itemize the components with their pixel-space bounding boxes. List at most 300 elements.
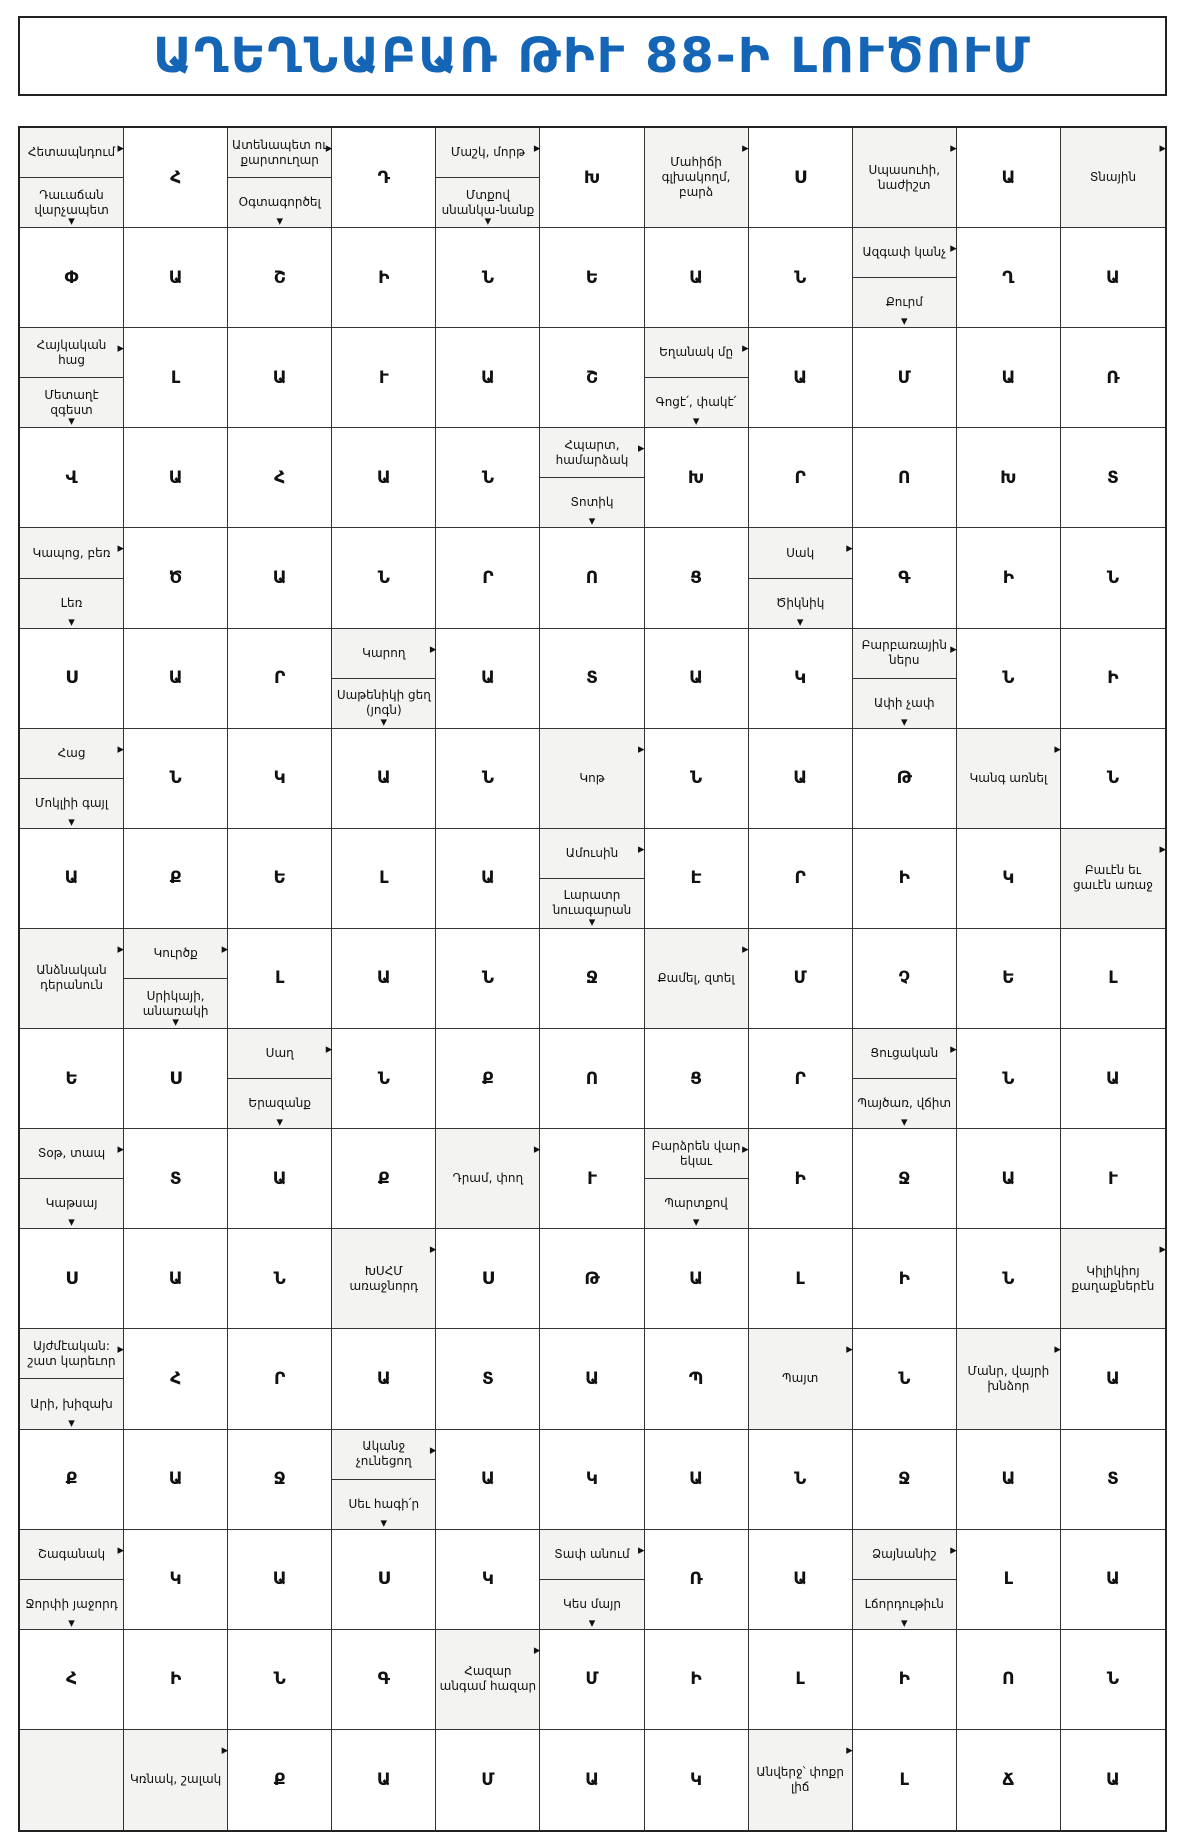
answer-letter-cell	[645, 1329, 749, 1429]
answer-letter-cell	[20, 829, 124, 929]
arrow-down-icon: ▾	[484, 214, 492, 230]
answer-letter: Ո	[585, 1068, 599, 1089]
answer-letter: Հ	[170, 167, 182, 188]
arrow-right-icon: ▸	[638, 1542, 645, 1558]
answer-letter: Ի	[1002, 568, 1015, 589]
answer-letter: Ա	[376, 1769, 391, 1790]
answer-letter-cell	[20, 1229, 124, 1329]
clue-cell	[124, 1730, 228, 1830]
answer-letter: Ա	[480, 1469, 495, 1490]
arrow-down-icon: ▾	[276, 1115, 283, 1131]
clue-text: Պարտքով	[645, 1178, 748, 1228]
answer-letter: Լ	[170, 367, 181, 388]
arrow-down-icon: ▾	[588, 1615, 596, 1631]
answer-letter-cell	[228, 328, 332, 428]
answer-letter-cell	[228, 629, 332, 729]
answer-letter: Ճ	[1002, 1769, 1015, 1790]
answer-letter: Ա	[1001, 367, 1016, 388]
arrow-down-icon: ▾	[692, 1215, 700, 1231]
clue-text: ԽՍՀՄ առաջնորդ	[349, 1263, 419, 1293]
answer-letter: Տ	[1107, 467, 1119, 488]
answer-letter-cell	[645, 1730, 749, 1830]
clue-text: Տոտիկ	[540, 477, 643, 527]
answer-letter: Է	[690, 868, 702, 889]
answer-letter-cell	[540, 1430, 644, 1530]
answer-letter-cell	[957, 1229, 1061, 1329]
clue-text: Մանր, վայրի խնձոր	[967, 1363, 1050, 1393]
answer-letter-cell	[124, 128, 228, 228]
answer-letter-cell	[436, 528, 540, 628]
answer-letter-cell	[228, 829, 332, 929]
arrow-right-icon: ▸	[221, 941, 229, 957]
answer-letter: Ի	[898, 1268, 910, 1289]
clue-cell	[20, 929, 124, 1029]
clue-cell	[853, 1029, 957, 1129]
answer-letter: Ա	[480, 868, 495, 889]
clue-cell	[228, 1029, 332, 1129]
answer-letter-cell	[436, 729, 540, 829]
answer-letter-cell	[436, 1730, 540, 1830]
title-box	[18, 16, 1167, 96]
clue-text: Ափի չափ	[853, 678, 956, 728]
answer-letter: Ջ	[898, 1469, 911, 1490]
clue-text: Մետաղէ զգեստ	[20, 377, 123, 427]
answer-letter-cell	[1061, 1029, 1165, 1129]
answer-letter-cell	[540, 1229, 644, 1329]
arrow-down-icon: ▾	[380, 1515, 388, 1531]
arrow-right-icon: ▸	[742, 141, 749, 156]
clue-cell	[20, 1530, 124, 1630]
answer-letter-cell	[332, 729, 436, 829]
answer-letter-cell	[436, 1029, 540, 1129]
clue-cell	[124, 929, 228, 1029]
answer-letter-cell	[436, 1530, 540, 1630]
clue-cell	[749, 1730, 853, 1830]
answer-letter-cell	[124, 1329, 228, 1429]
clue-text: Պայծառ, վճիտ	[853, 1078, 956, 1128]
clue-text: Սաթենիկի ցեղ (յոգն)	[332, 678, 435, 728]
answer-letter: Ն	[169, 768, 182, 789]
answer-letter-cell	[540, 1630, 644, 1730]
answer-letter: Լ	[274, 968, 285, 989]
clue-cell	[20, 128, 124, 228]
answer-letter-cell	[749, 1229, 853, 1329]
clue-text: Մահիճի գլխակողմ, բարձ	[661, 155, 731, 200]
clue-cell	[20, 1129, 124, 1229]
clue-text: Սեւ հագի՛ր	[332, 1479, 435, 1529]
answer-letter-cell	[1061, 629, 1165, 729]
arrow-down-icon: ▾	[68, 814, 75, 830]
answer-letter-cell	[332, 428, 436, 528]
clue-cell	[540, 1530, 644, 1630]
clue-text: Պայտ	[782, 1371, 819, 1386]
answer-letter: Ն	[377, 568, 390, 589]
clue-cell	[228, 128, 332, 228]
clue-text: Սակ	[786, 545, 815, 560]
answer-letter-cell	[749, 1029, 853, 1129]
answer-letter: Պ	[688, 1368, 704, 1389]
answer-letter: Տ	[1107, 1469, 1119, 1490]
answer-letter: Կ	[273, 768, 286, 789]
answer-letter: Ն	[1002, 1068, 1015, 1089]
arrow-right-icon: ▸	[221, 1742, 229, 1758]
arrow-down-icon: ▾	[68, 414, 75, 430]
answer-letter: Ա	[1106, 267, 1120, 288]
clue-text: Ազգափ կանչ	[862, 245, 947, 260]
answer-letter: Ա	[376, 968, 391, 989]
answer-letter: Ի	[898, 868, 910, 889]
answer-letter-cell	[749, 1430, 853, 1530]
answer-letter-cell	[124, 729, 228, 829]
answer-letter: Ա	[480, 367, 495, 388]
answer-letter-cell	[436, 328, 540, 428]
clue-text: Հաց	[57, 745, 86, 760]
arrow-right-icon: ▸	[950, 1542, 957, 1558]
answer-letter-cell	[853, 829, 957, 929]
answer-letter-cell	[749, 228, 853, 328]
answer-letter: Ռ	[1106, 367, 1120, 388]
answer-letter-cell	[436, 1229, 540, 1329]
answer-letter: Ի	[690, 1669, 702, 1690]
clue-text: Քուրմ	[853, 277, 956, 327]
answer-letter: Ի	[1107, 668, 1119, 689]
answer-letter-cell	[540, 328, 644, 428]
arrow-down-icon: ▾	[68, 1615, 75, 1631]
clue-text: Երազանք	[228, 1078, 331, 1128]
clue-text: Ատենապետ ու քարտուղար	[232, 137, 328, 167]
answer-letter-cell	[645, 1430, 749, 1530]
answer-letter: Մ	[897, 367, 911, 388]
arrow-right-icon: ▸	[1159, 1242, 1166, 1258]
arrow-right-icon: ▸	[117, 541, 125, 557]
answer-letter-cell	[645, 428, 749, 528]
answer-letter: Ս	[481, 1268, 495, 1289]
answer-letter-cell	[749, 328, 853, 428]
answer-letter: Կ	[585, 1469, 599, 1490]
answer-letter-cell	[332, 128, 436, 228]
answer-letter-cell	[332, 829, 436, 929]
answer-letter-cell	[228, 428, 332, 528]
clue-text: Կանգ առնել	[969, 770, 1048, 785]
answer-letter: Ւ	[587, 1168, 597, 1189]
answer-letter: Խ	[583, 167, 601, 188]
clue-text: Ցուցական	[870, 1046, 939, 1061]
blank-cell	[20, 1730, 124, 1830]
arrow-right-icon: ▸	[1159, 141, 1166, 156]
answer-letter: Մ	[481, 1769, 495, 1790]
arrow-right-icon: ▸	[950, 241, 957, 257]
crossword-grid	[18, 126, 1167, 1832]
clue-text: Քամել, զտել	[657, 970, 735, 985]
arrow-down-icon: ▾	[68, 1415, 75, 1431]
arrow-right-icon: ▸	[533, 141, 541, 156]
clue-text: Սպասուհի, նաժիշտ	[868, 162, 941, 192]
answer-letter: Ջ	[273, 1469, 286, 1490]
clue-text: Ծիկնիկ	[749, 578, 852, 628]
answer-letter-cell	[540, 1129, 644, 1229]
answer-letter: Ա	[168, 467, 183, 488]
answer-letter-cell	[540, 929, 644, 1029]
answer-letter-cell	[853, 528, 957, 628]
answer-letter-cell	[1061, 1329, 1165, 1429]
answer-letter-cell	[853, 1129, 957, 1229]
clue-text: Տօթ, տապ	[37, 1146, 106, 1161]
answer-letter: Ի	[898, 1669, 910, 1690]
answer-letter: Ն	[898, 1368, 911, 1389]
answer-letter: Ր	[482, 568, 494, 589]
clue-text: Արի, խիզախ	[20, 1378, 123, 1428]
answer-letter-cell	[124, 1029, 228, 1129]
clue-text: Մաշկ, մորթ	[450, 145, 525, 160]
answer-letter: Լ	[379, 868, 389, 889]
arrow-right-icon: ▸	[325, 141, 333, 156]
arrow-down-icon: ▾	[588, 914, 596, 930]
answer-letter: Ն	[1106, 568, 1120, 589]
answer-letter-cell	[228, 528, 332, 628]
answer-letter: Ս	[169, 1068, 182, 1089]
arrow-right-icon: ▸	[117, 741, 125, 757]
clue-text: Դրամ, փող	[452, 1171, 524, 1186]
answer-letter-cell	[957, 1129, 1061, 1229]
answer-letter: Գ	[377, 1669, 390, 1690]
answer-letter-cell	[332, 228, 436, 328]
answer-letter-cell	[436, 829, 540, 929]
answer-letter: Թ	[584, 1268, 600, 1289]
answer-letter: Ր	[794, 868, 806, 889]
answer-letter-cell	[436, 1329, 540, 1429]
arrow-down-icon: ▾	[588, 514, 596, 530]
clue-cell	[645, 128, 749, 228]
answer-letter-cell	[332, 328, 436, 428]
clue-cell	[1061, 829, 1165, 929]
arrow-right-icon: ▸	[429, 1242, 437, 1258]
answer-letter-cell	[1061, 729, 1165, 829]
answer-letter: Ա	[793, 367, 808, 388]
answer-letter-cell	[749, 128, 853, 228]
answer-letter: Ա	[168, 267, 183, 288]
answer-letter-cell	[228, 228, 332, 328]
arrow-down-icon: ▾	[276, 214, 283, 230]
answer-letter-cell	[436, 629, 540, 729]
clue-text: Լեռ	[20, 578, 123, 628]
answer-letter: Ե	[273, 868, 286, 889]
answer-letter-cell	[1061, 228, 1165, 328]
answer-letter: Ի	[169, 1669, 182, 1690]
arrow-right-icon: ▸	[117, 1142, 125, 1158]
arrow-right-icon: ▸	[429, 641, 437, 657]
arrow-right-icon: ▸	[533, 1642, 541, 1658]
clue-text: Սրիկայի, անառակի	[124, 978, 227, 1028]
answer-letter-cell	[645, 1630, 749, 1730]
answer-letter: Ա	[168, 1469, 183, 1490]
arrow-right-icon: ▸	[846, 541, 853, 557]
answer-letter: Ա	[168, 668, 183, 689]
answer-letter: Ա	[64, 868, 79, 889]
answer-letter: Ն	[794, 1469, 807, 1490]
answer-letter: Ա	[1106, 1068, 1120, 1089]
answer-letter-cell	[332, 929, 436, 1029]
answer-letter-cell	[853, 1229, 957, 1329]
answer-letter-cell	[645, 629, 749, 729]
answer-letter: Ս	[793, 167, 807, 188]
answer-letter: Ն	[1106, 768, 1120, 789]
answer-letter: Ր	[274, 668, 286, 689]
answer-letter: Ր	[794, 1068, 806, 1089]
clue-text: Կիլիկիոյ քաղաքներէն	[1071, 1263, 1155, 1293]
arrow-down-icon: ▾	[172, 1015, 179, 1031]
answer-letter-cell	[124, 1530, 228, 1630]
arrow-right-icon: ▸	[950, 1042, 957, 1058]
clue-cell	[20, 1329, 124, 1429]
arrow-down-icon: ▾	[901, 314, 908, 330]
answer-letter: Ե	[65, 1068, 78, 1089]
answer-letter-cell	[540, 128, 644, 228]
answer-letter-cell	[540, 528, 644, 628]
answer-letter: Կ	[690, 1769, 703, 1790]
answer-letter: Ա	[376, 1368, 391, 1389]
answer-letter-cell	[957, 428, 1061, 528]
answer-letter-cell	[853, 1430, 957, 1530]
answer-letter: Ո	[585, 568, 599, 589]
arrow-right-icon: ▸	[117, 941, 125, 957]
clue-text: Բարբառային ներս	[861, 638, 947, 668]
answer-letter: Վ	[65, 467, 78, 488]
answer-letter: Ա	[1106, 1569, 1120, 1590]
answer-letter-cell	[645, 228, 749, 328]
answer-letter-cell	[540, 1029, 644, 1129]
answer-letter-cell	[20, 629, 124, 729]
clue-text: Տափ անում	[554, 1546, 630, 1561]
answer-letter-cell	[853, 1329, 957, 1429]
arrow-right-icon: ▸	[1054, 741, 1061, 757]
answer-letter-cell	[749, 1630, 853, 1730]
answer-letter-cell	[540, 1730, 644, 1830]
answer-letter-cell	[957, 128, 1061, 228]
answer-letter: Ա	[689, 267, 703, 288]
answer-letter: Ւ	[378, 367, 389, 388]
answer-letter-cell	[124, 829, 228, 929]
clue-text: Անվերջ՝ փոքր լիճ	[756, 1764, 844, 1794]
answer-letter-cell	[957, 228, 1061, 328]
answer-letter: Ա	[689, 1268, 703, 1289]
arrow-down-icon: ▾	[901, 1615, 908, 1631]
clue-text: Բարձրեն վար եկաւ	[651, 1138, 741, 1168]
answer-letter: Ք	[169, 868, 182, 889]
answer-letter: Ս	[65, 668, 78, 689]
answer-letter-cell	[1061, 1730, 1165, 1830]
clue-text: Սաղ	[265, 1046, 294, 1061]
arrow-down-icon: ▾	[901, 714, 908, 730]
answer-letter-cell	[540, 629, 644, 729]
clue-text: Ջորփի յաջորդ	[20, 1579, 123, 1629]
clue-cell	[853, 629, 957, 729]
answer-letter-cell	[853, 428, 957, 528]
answer-letter: Կ	[169, 1569, 182, 1590]
clue-text: Լճորդութիւն	[853, 1579, 956, 1629]
answer-letter-cell	[228, 1630, 332, 1730]
answer-letter-cell	[332, 528, 436, 628]
answer-letter: Ն	[273, 1669, 286, 1690]
clue-text: Մոկլիի գայլ	[20, 778, 123, 828]
answer-letter: Տ	[482, 1368, 494, 1389]
answer-letter: Ա	[793, 768, 808, 789]
answer-letter: Ջ	[585, 968, 599, 989]
arrow-right-icon: ▸	[1054, 1342, 1061, 1358]
answer-letter-cell	[436, 428, 540, 528]
answer-letter: Շ	[273, 267, 286, 288]
answer-letter-cell	[853, 729, 957, 829]
answer-letter: Խ	[687, 467, 705, 488]
answer-letter: Ղ	[1002, 267, 1015, 288]
answer-letter: Տ	[586, 668, 598, 689]
answer-letter: Ծ	[168, 568, 183, 589]
answer-letter: Ա	[376, 467, 391, 488]
clue-cell	[853, 128, 957, 228]
answer-letter: Դ	[377, 167, 391, 188]
arrow-right-icon: ▸	[117, 1342, 125, 1358]
answer-letter: Ա	[689, 1469, 703, 1490]
answer-letter-cell	[749, 1530, 853, 1630]
arrow-down-icon: ▾	[692, 414, 700, 430]
answer-letter: Ա	[1001, 1469, 1016, 1490]
answer-letter: Լ	[795, 1669, 805, 1690]
clue-text: Հազար անգամ հազար	[439, 1664, 537, 1694]
answer-letter-cell	[228, 729, 332, 829]
arrow-down-icon: ▾	[901, 1115, 908, 1131]
answer-letter-cell	[1061, 929, 1165, 1029]
answer-letter: Ջ	[898, 1168, 911, 1189]
answer-letter: Ն	[481, 968, 494, 989]
clue-text: Կապոց, բեռ	[32, 545, 111, 560]
answer-letter-cell	[124, 428, 228, 528]
answer-letter: Ն	[690, 768, 703, 789]
arrow-right-icon: ▸	[117, 1542, 125, 1558]
clue-text: Հպարտ, համարձակ	[555, 437, 629, 467]
answer-letter: Ա	[585, 1769, 599, 1790]
answer-letter-cell	[124, 629, 228, 729]
clue-text: Կես մայր	[540, 1579, 643, 1629]
arrow-down-icon: ▾	[380, 714, 388, 730]
answer-letter-cell	[957, 1730, 1061, 1830]
answer-letter: Փ	[64, 267, 79, 288]
answer-letter-cell	[332, 1129, 436, 1229]
clue-text: Անձնական դերանուն	[36, 963, 107, 993]
clue-text: Կռնակ, շալակ	[129, 1772, 222, 1787]
arrow-right-icon: ▸	[638, 741, 645, 757]
clue-text: Ամուսին	[565, 845, 619, 860]
clue-cell	[436, 128, 540, 228]
answer-letter-cell	[1061, 1630, 1165, 1730]
answer-letter-cell	[228, 1530, 332, 1630]
answer-letter-cell	[957, 1530, 1061, 1630]
answer-letter: Ա	[272, 568, 287, 589]
arrow-right-icon: ▸	[117, 141, 125, 156]
answer-letter: Ր	[794, 467, 806, 488]
answer-letter-cell	[645, 528, 749, 628]
answer-letter: Լ	[1108, 968, 1118, 989]
answer-letter-cell	[124, 1630, 228, 1730]
answer-letter: Ք	[65, 1469, 78, 1490]
answer-letter-cell	[1061, 1430, 1165, 1530]
answer-letter: Ա	[376, 768, 391, 789]
clue-cell	[540, 729, 644, 829]
clue-text: Ականջ չունեցող	[355, 1439, 412, 1469]
answer-letter: Մ	[585, 1669, 599, 1690]
answer-letter: Ն	[273, 1268, 286, 1289]
arrow-down-icon: ▾	[68, 1215, 75, 1231]
answer-letter-cell	[645, 1229, 749, 1329]
answer-letter-cell	[645, 829, 749, 929]
